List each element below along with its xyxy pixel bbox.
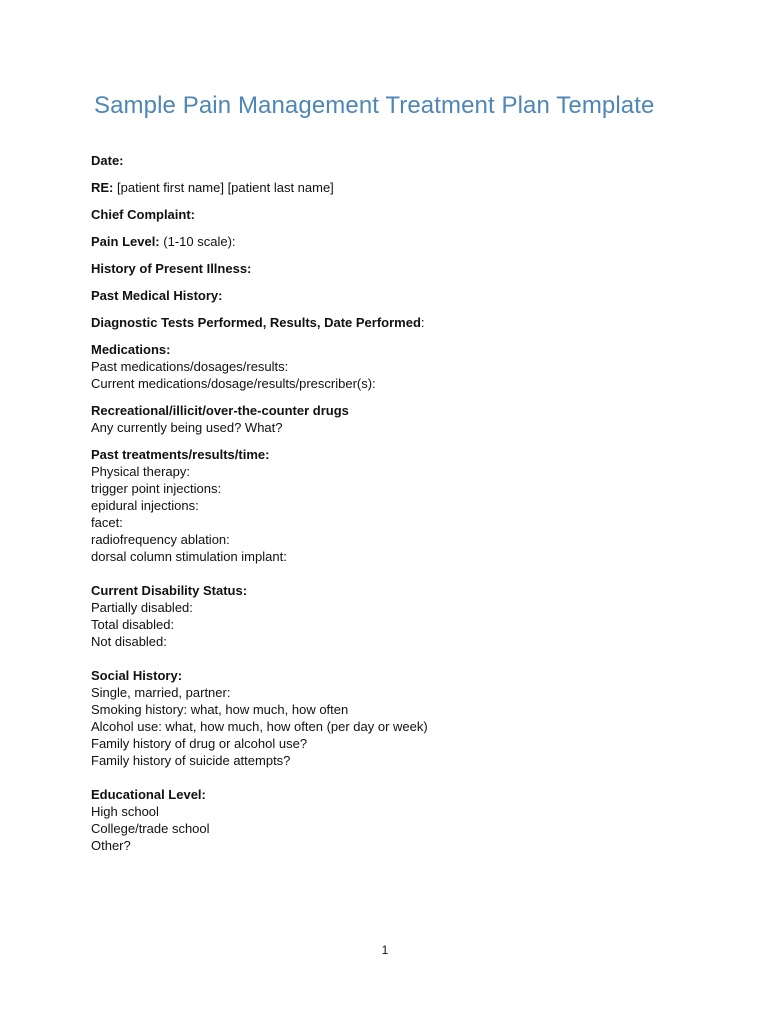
date-field: [91, 152, 711, 169]
medications-line: Past medications/dosages/results:: [91, 359, 289, 374]
medications-line: Current medications/dosage/results/prescriber(s):: [91, 376, 376, 391]
past-treatments-heading: Past treatments/results/time:: [91, 447, 270, 462]
medications-heading: Medications:: [91, 342, 171, 357]
recreational-drugs-heading: Recreational/illicit/over-the-counter drugs: [91, 403, 349, 418]
social-history-line: Smoking history: what, how much, how often: [91, 702, 349, 717]
hpi-label: History of Present Illness:: [91, 261, 252, 276]
hpi-field: [91, 260, 711, 277]
pain-level-label: Pain Level:: [91, 234, 160, 249]
recreational-drugs-section: [91, 402, 711, 436]
social-history-line: Family history of drug or alcohol use?: [91, 736, 308, 751]
educational-level-section: [91, 786, 711, 854]
social-history-heading: Social History:: [91, 668, 183, 683]
re-value: [patient first name] [patient last name]: [117, 180, 334, 195]
social-history-line: Alcohol use: what, how much, how often (per day or week): [91, 719, 428, 734]
social-history-line: Family history of suicide attempts?: [91, 753, 291, 768]
social-history-line: Single, married, partner:: [91, 685, 231, 700]
disability-status-heading: Current Disability Status:: [91, 583, 248, 598]
past-treatments-line: facet:: [91, 515, 123, 530]
chief-complaint-label: Chief Complaint:: [91, 207, 195, 222]
past-treatments-line: radiofrequency ablation:: [91, 532, 230, 547]
educational-level-line: High school: [91, 804, 159, 819]
diagnostic-tests-label: Diagnostic Tests Performed, Results, Date Performed: [91, 315, 421, 330]
disability-status-line: Total disabled:: [91, 617, 175, 632]
past-treatments-section: [91, 446, 711, 565]
social-history-section: [91, 667, 711, 769]
document-body: [91, 152, 711, 864]
disability-status-line: Partially disabled:: [91, 600, 193, 615]
chief-complaint-field: [91, 206, 711, 223]
disability-status-section: [91, 582, 711, 650]
pmh-field: [91, 287, 711, 304]
past-treatments-line: Physical therapy:: [91, 464, 190, 479]
past-treatments-line: trigger point injections:: [91, 481, 222, 496]
date-label: Date:: [91, 153, 124, 168]
re-field: [91, 179, 711, 196]
educational-level-heading: Educational Level:: [91, 787, 206, 802]
educational-level-line: College/trade school: [91, 821, 210, 836]
re-label: RE:: [91, 180, 114, 195]
educational-level-line: Other?: [91, 838, 131, 853]
pmh-label: Past Medical History:: [91, 288, 223, 303]
pain-level-field: [91, 233, 711, 250]
disability-status-line: Not disabled:: [91, 634, 167, 649]
diagnostic-tests-colon: :: [420, 315, 425, 330]
page-number: 1: [381, 943, 389, 957]
recreational-drugs-line: Any currently being used? What?: [91, 420, 283, 435]
past-treatments-line: epidural injections:: [91, 498, 199, 513]
document-title: Sample Pain Management Treatment Plan Template: [94, 92, 655, 119]
diagnostic-tests-field: [91, 314, 711, 331]
pain-level-value: (1-10 scale):: [163, 234, 236, 249]
past-treatments-line: dorsal column stimulation implant:: [91, 549, 287, 564]
medications-section: [91, 341, 711, 392]
